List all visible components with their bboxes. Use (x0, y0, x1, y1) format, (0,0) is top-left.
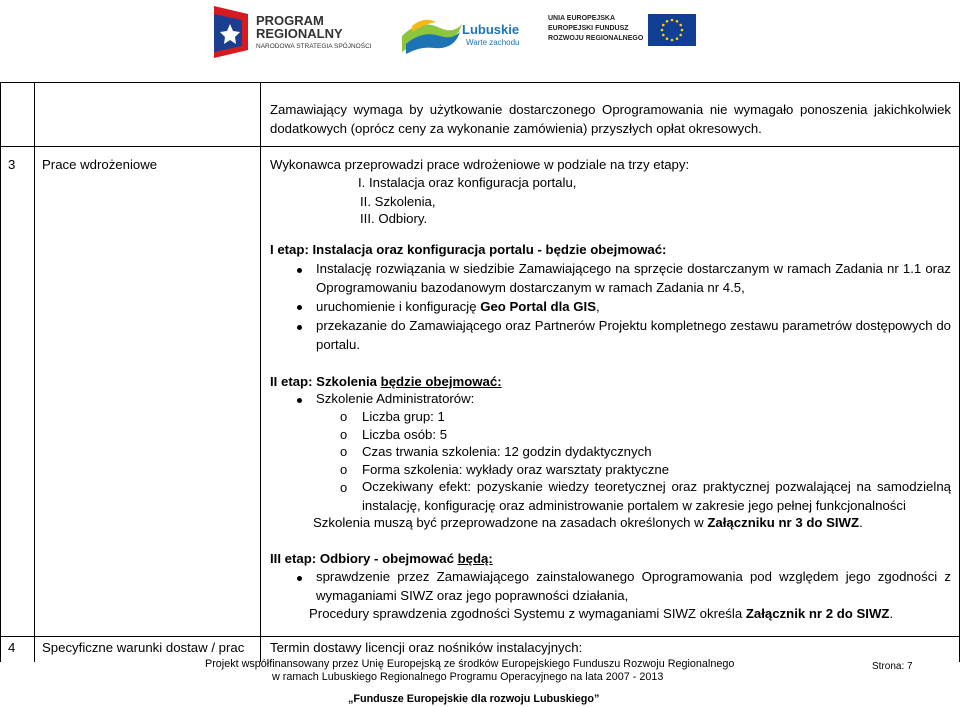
row3-title: Prace wdrożeniowe (42, 157, 158, 172)
row2-text: Zamawiający wymaga by użytkowanie dostarczonego Oprogramowania nie wymagało ponoszenia jakichkolwiek dodatkowych (oprócz ceny za wykonanie zamówienia) przyszłych opłat okresowych. (270, 102, 951, 136)
training-detail: Oczekiwany efekt: pozyskanie wiedzy teoretycznej oraz praktycznej pozwalającej na samodzielną instalację, konfigurację oraz administrowanie portalem w zakresie jego pełnej funkcjonalności (362, 479, 951, 513)
stage-item: I. Instalacja oraz konfiguracja portalu, (358, 175, 577, 190)
etap2-bullet-admin-training: Szkolenie Administratorów: (316, 391, 475, 406)
bullet-icon (297, 576, 302, 581)
stage-item: III. Odbiory. (360, 211, 428, 226)
eu-logo (548, 14, 698, 50)
lubuskie-logo-subtitle: Warte zachodu (466, 38, 520, 47)
bullet-icon (297, 325, 302, 330)
footer-line2: w ramach Lubuskiego Regionalnego Programu Operacyjnego na lata 2007 - 2013 (272, 671, 664, 683)
lubuskie-logo (400, 10, 530, 60)
training-detail: Liczba grup: 1 (362, 409, 445, 424)
program-regionalny-logo (214, 6, 374, 60)
row4-number: 4 (8, 640, 16, 655)
bullet-icon (297, 305, 302, 310)
bullet-icon (297, 268, 302, 273)
etap1-bullet-handover: przekazanie do Zamawiającego oraz Partnerów Projektu kompletnego zestawu parametrów dostępowych do portalu. (316, 318, 951, 352)
lubuskie-emblem-icon (400, 14, 464, 58)
header-logos (0, 0, 960, 68)
stage-item: II. Szkolenia, (360, 194, 436, 209)
bullet-icon (297, 398, 302, 403)
program-logo-subtitle: NARODOWA STRATEGIA SPÓJNOŚCI (256, 43, 372, 50)
row-divider (0, 636, 960, 637)
footer-line1: Projekt współfinansowany przez Unię Europejską ze środków Europejskiego Funduszu Rozwoju Regionalnego (205, 658, 735, 670)
etap3-bullet-verify: sprawdzenie przez Zamawiającego zainstalowanego Oprogramowania pod względem jego zgodności z wymaganiami SIWZ oraz jego poprawności działania, (316, 569, 951, 603)
program-regionalny-emblem-icon (214, 6, 248, 58)
lubuskie-logo-title: Lubuskie (462, 22, 520, 37)
etap3-heading: III etap: Odbiory - obejmować będą: (270, 551, 493, 566)
circle-bullet-icon: o (340, 462, 348, 477)
column-divider (34, 82, 35, 662)
program-logo-title: PROGRAM REGIONALNY (256, 13, 343, 41)
footer-line3: „Fundusze Europejskie dla rozwoju Lubuskiego” (348, 693, 600, 705)
row4-text: Termin dostawy licencji oraz nośników instalacyjnych: (270, 640, 583, 655)
etap1-bullet-configure: uruchomienie i konfigurację Geo Portal dla GIS, (316, 299, 600, 314)
eu-flag-icon (648, 14, 696, 46)
etap3-note: Procedury sprawdzenia zgodności Systemu z wymaganiami SIWZ określa Załącznik nr 2 do SIWZ. (309, 606, 894, 621)
etap2-note: Szkolenia muszą być przeprowadzone na zasadach określonych w Załączniku nr 3 do SIWZ. (313, 515, 863, 530)
row4-title: Specyficzne warunki dostaw / prac (42, 640, 245, 655)
circle-bullet-icon: o (340, 444, 348, 459)
circle-bullet-icon: o (340, 409, 348, 424)
eu-logo-text: UNIA EUROPEJSKA EUROPEJSKI FUNDUSZ ROZWOJU REGIONALNEGO (548, 15, 644, 42)
training-detail: Czas trwania szkolenia: 12 godzin dydaktycznych (362, 444, 652, 459)
page-number: Strona: 7 (872, 661, 913, 672)
etap1-bullet-install: Instalację rozwiązania w siedzibie Zamawiającego na sprzęcie dostarczanym w ramach Zadania nr 1.1 oraz Oprogramowaniu bazodanowym dostarczanym w ramach Zadania nr 4.5, (316, 261, 951, 295)
row-divider (0, 146, 960, 147)
training-detail: Forma szkolenia: wykłady oraz warsztaty praktyczne (362, 462, 670, 477)
training-detail: Liczba osób: 5 (362, 427, 448, 442)
circle-bullet-icon: o (340, 480, 348, 495)
column-divider (260, 82, 261, 662)
row3-number: 3 (8, 157, 16, 172)
table-top-border (0, 82, 960, 83)
row3-intro: Wykonawca przeprowadzi prace wdrożeniowe w podziale na trzy etapy: (270, 157, 690, 172)
etap2-heading: II etap: Szkolenia będzie obejmować: (270, 374, 502, 389)
page-footer (0, 656, 960, 707)
etap1-heading: I etap: Instalacja oraz konfiguracja portalu - będzie obejmować: (270, 242, 667, 257)
table-left-border (0, 82, 1, 662)
circle-bullet-icon: o (340, 427, 348, 442)
